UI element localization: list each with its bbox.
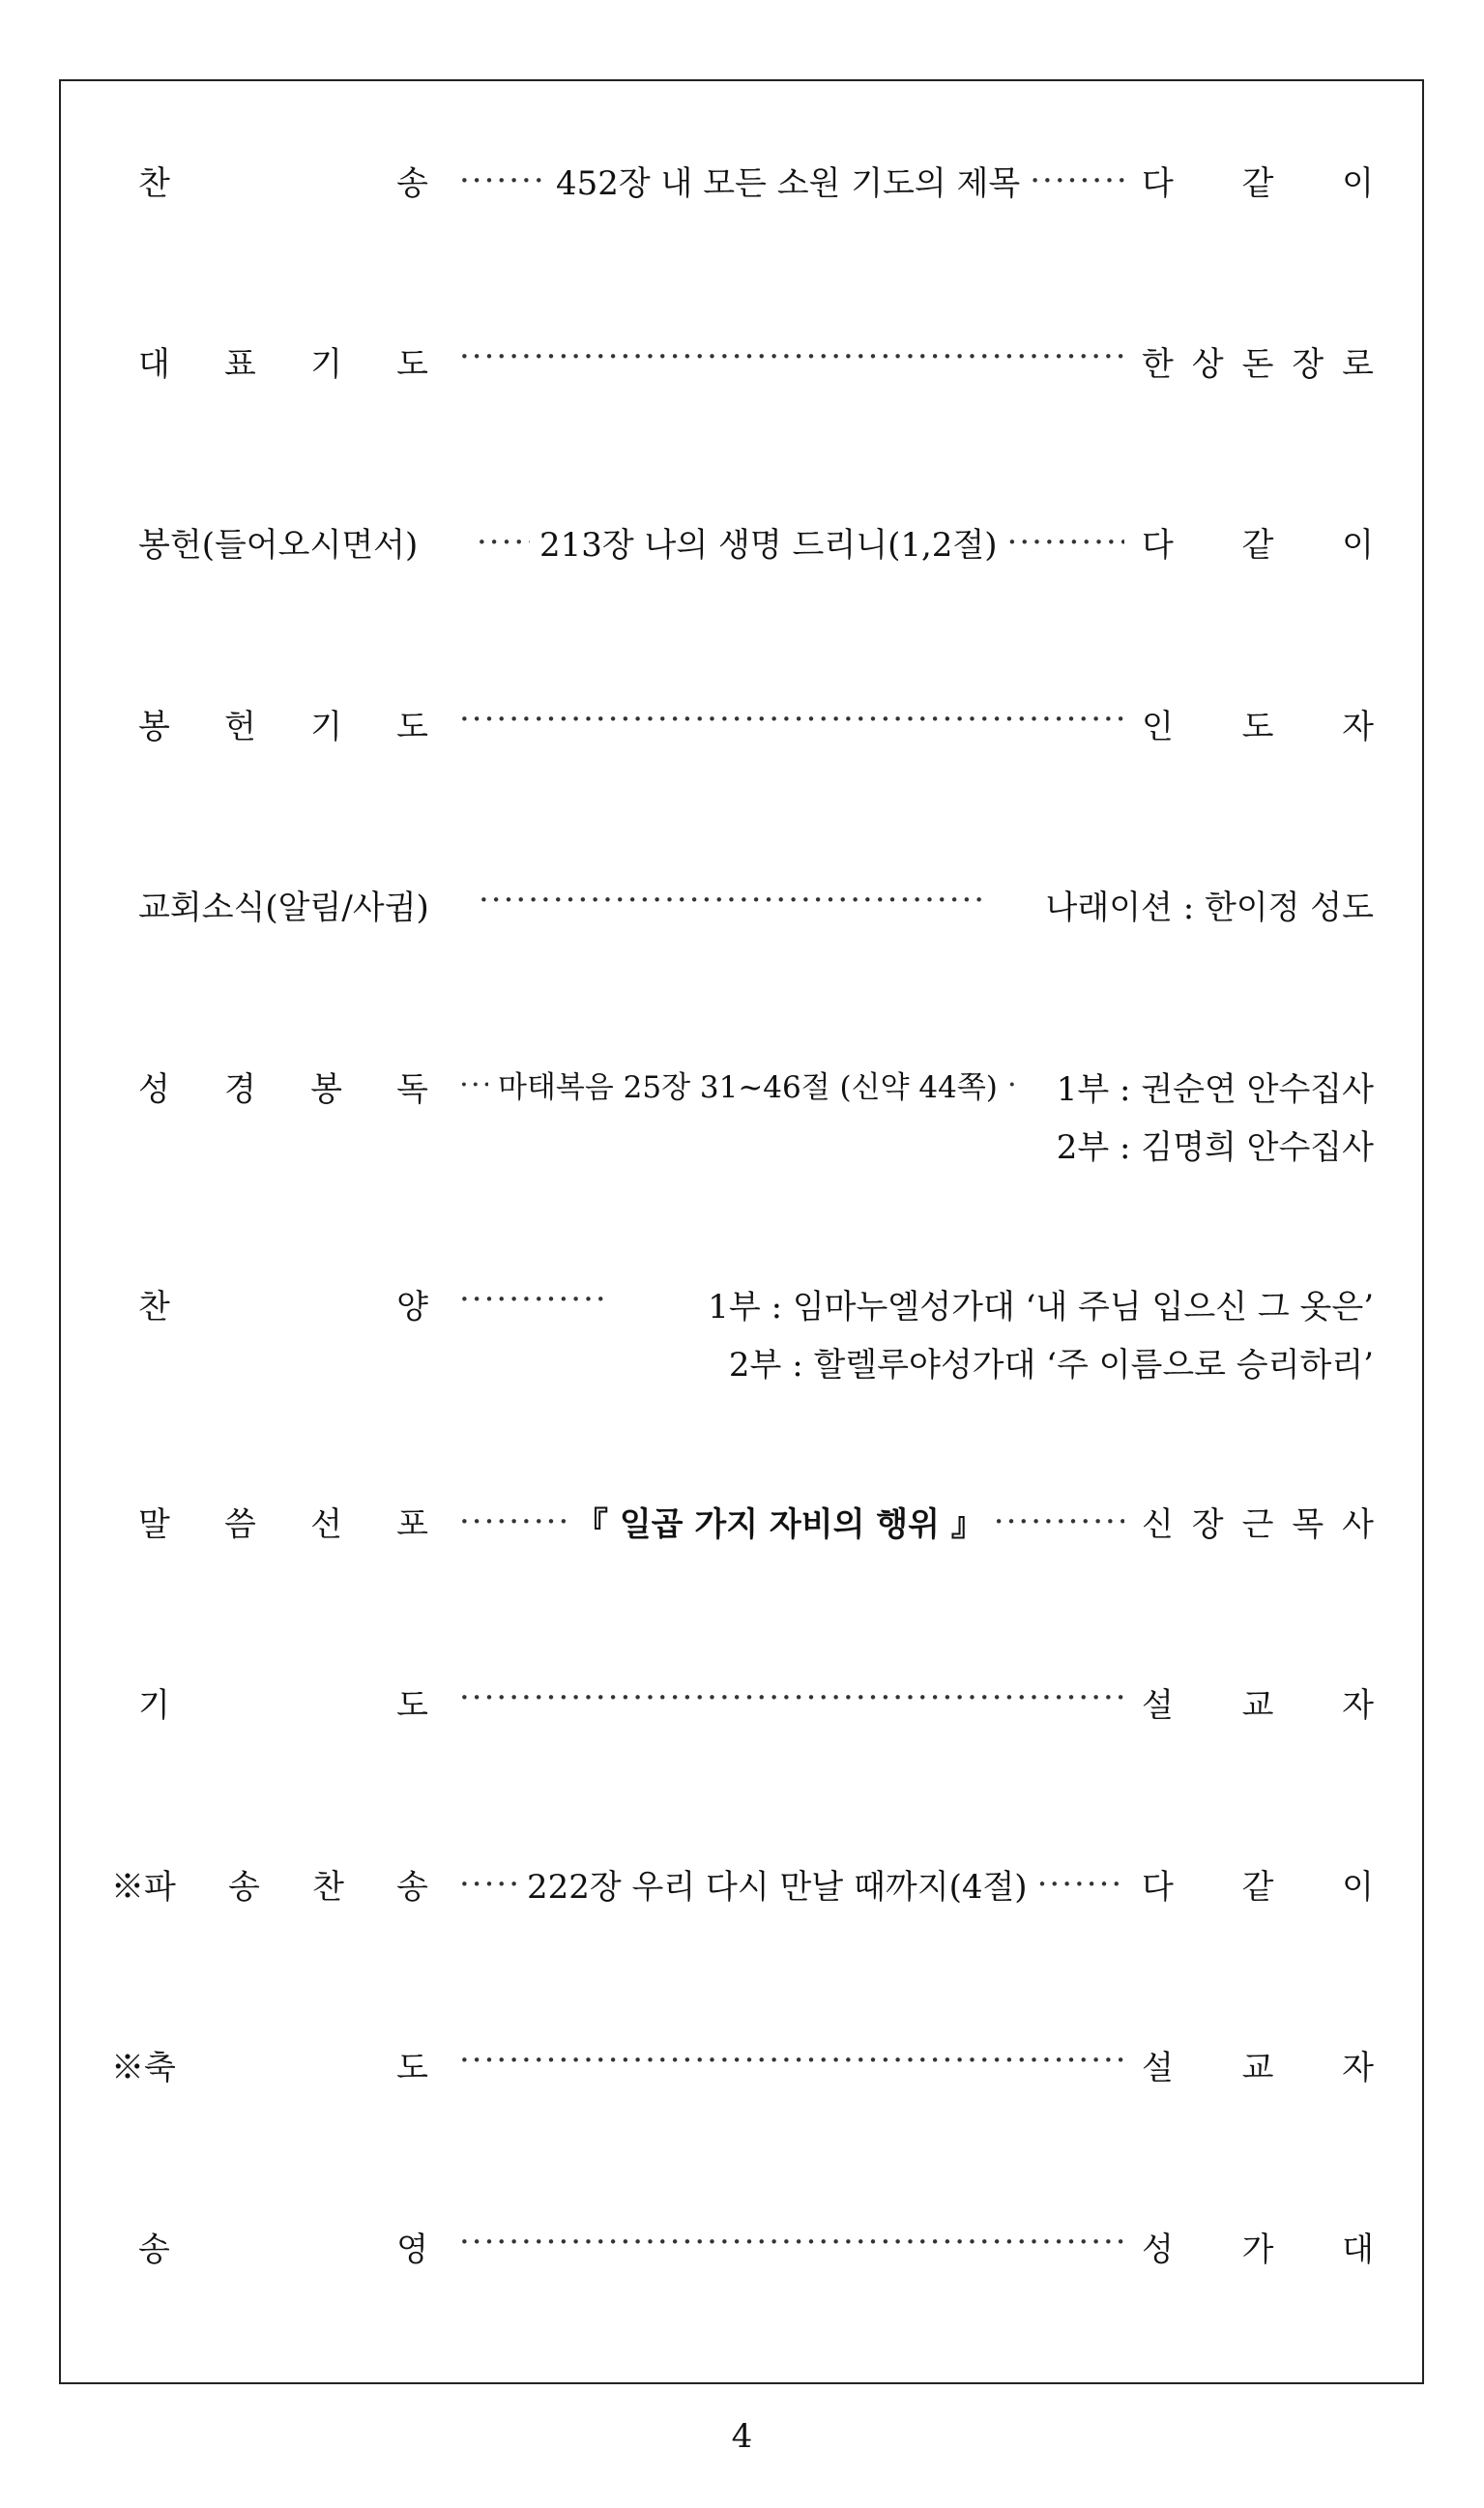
row-label: 찬 송 bbox=[138, 164, 428, 203]
row-label: 송 영 bbox=[138, 2231, 428, 2269]
row-label: 봉 헌 기 도 bbox=[138, 708, 428, 746]
order-row-prayer bbox=[61, 1678, 1422, 1746]
row-person: 1부 : 권순연 안수집사 bbox=[1056, 1070, 1374, 1109]
row-label: ※축 도 bbox=[111, 2049, 428, 2087]
row-detail bbox=[459, 2041, 1124, 2080]
row-person: 신 장 근 목 사 bbox=[1142, 1505, 1374, 1544]
row-label: ※파 송 찬 송 bbox=[111, 1868, 428, 1907]
row-person: 인 도 자 bbox=[1142, 708, 1374, 746]
order-row-sermon bbox=[61, 1498, 1422, 1565]
row-label: 기 도 bbox=[138, 1686, 428, 1725]
order-row-church-news bbox=[61, 881, 1422, 948]
row-label: 말 씀 선 포 bbox=[138, 1505, 428, 1544]
row-detail bbox=[459, 2223, 1124, 2261]
row-detail bbox=[459, 337, 1124, 376]
row-detail: ····· 452장 내 모든 소원 기도의 제목 ····· bbox=[459, 157, 1124, 204]
row-person: 1부 : 임마누엘성가대 ‘내 주님 입으신 그 옷은’ bbox=[708, 1288, 1374, 1327]
row-label: 봉헌(들어오시면서) bbox=[138, 526, 419, 565]
row-person-second: 2부 : 할렐루야성가대 ‘주 이름으로 승리하리’ bbox=[728, 1346, 1374, 1385]
row-person: 설 교 자 bbox=[1142, 2049, 1374, 2087]
row-detail: ····· 마태복음 25장 31~46절 (신약 44쪽) ····· bbox=[459, 1063, 1016, 1106]
row-label: 성 경 봉 독 bbox=[138, 1070, 428, 1109]
row-detail: ····· 222장 우리 다시 만날 때까지(4절) ····· bbox=[459, 1860, 1124, 1908]
row-label: 대 표 기 도 bbox=[138, 345, 428, 384]
order-row-representative-prayer bbox=[61, 337, 1422, 405]
row-label: 찬 양 bbox=[138, 1288, 428, 1327]
sermon-title: 『 일곱 가지 자비의 행위 』 bbox=[575, 1505, 984, 1544]
row-detail bbox=[459, 700, 1124, 739]
order-row-offering-prayer bbox=[61, 700, 1422, 768]
row-detail bbox=[459, 1280, 610, 1319]
row-label: 교회소식(알림/사귐) bbox=[138, 889, 429, 927]
row-person: 한 상 돈 장 로 bbox=[1142, 345, 1374, 384]
page-number: 4 bbox=[731, 2417, 753, 2456]
row-person: 성 가 대 bbox=[1142, 2231, 1374, 2269]
row-detail bbox=[479, 881, 987, 919]
row-detail bbox=[459, 1498, 1124, 1545]
row-person: 다 같 이 bbox=[1142, 526, 1374, 565]
row-detail: ····· 213장 나의 생명 드리니(1,2절) ····· bbox=[477, 518, 1124, 566]
order-row-benediction bbox=[61, 2041, 1422, 2109]
order-row-choir bbox=[61, 1280, 1422, 1385]
order-row-scripture-reading bbox=[61, 1063, 1422, 1167]
row-person: 다 같 이 bbox=[1142, 1868, 1374, 1907]
row-person: 다 같 이 bbox=[1142, 164, 1374, 203]
bulletin-frame bbox=[59, 79, 1424, 2384]
order-row-doxology bbox=[61, 2223, 1422, 2290]
order-row-sending-hymn bbox=[61, 1860, 1422, 1928]
row-person: 설 교 자 bbox=[1142, 1686, 1374, 1725]
row-detail bbox=[459, 1678, 1124, 1717]
order-row-hymn bbox=[61, 157, 1422, 224]
row-person: 나래이션 : 한이정 성도 bbox=[1045, 889, 1374, 927]
row-person-second: 2부 : 김명희 안수집사 bbox=[1056, 1128, 1374, 1167]
order-row-offering bbox=[61, 518, 1422, 586]
